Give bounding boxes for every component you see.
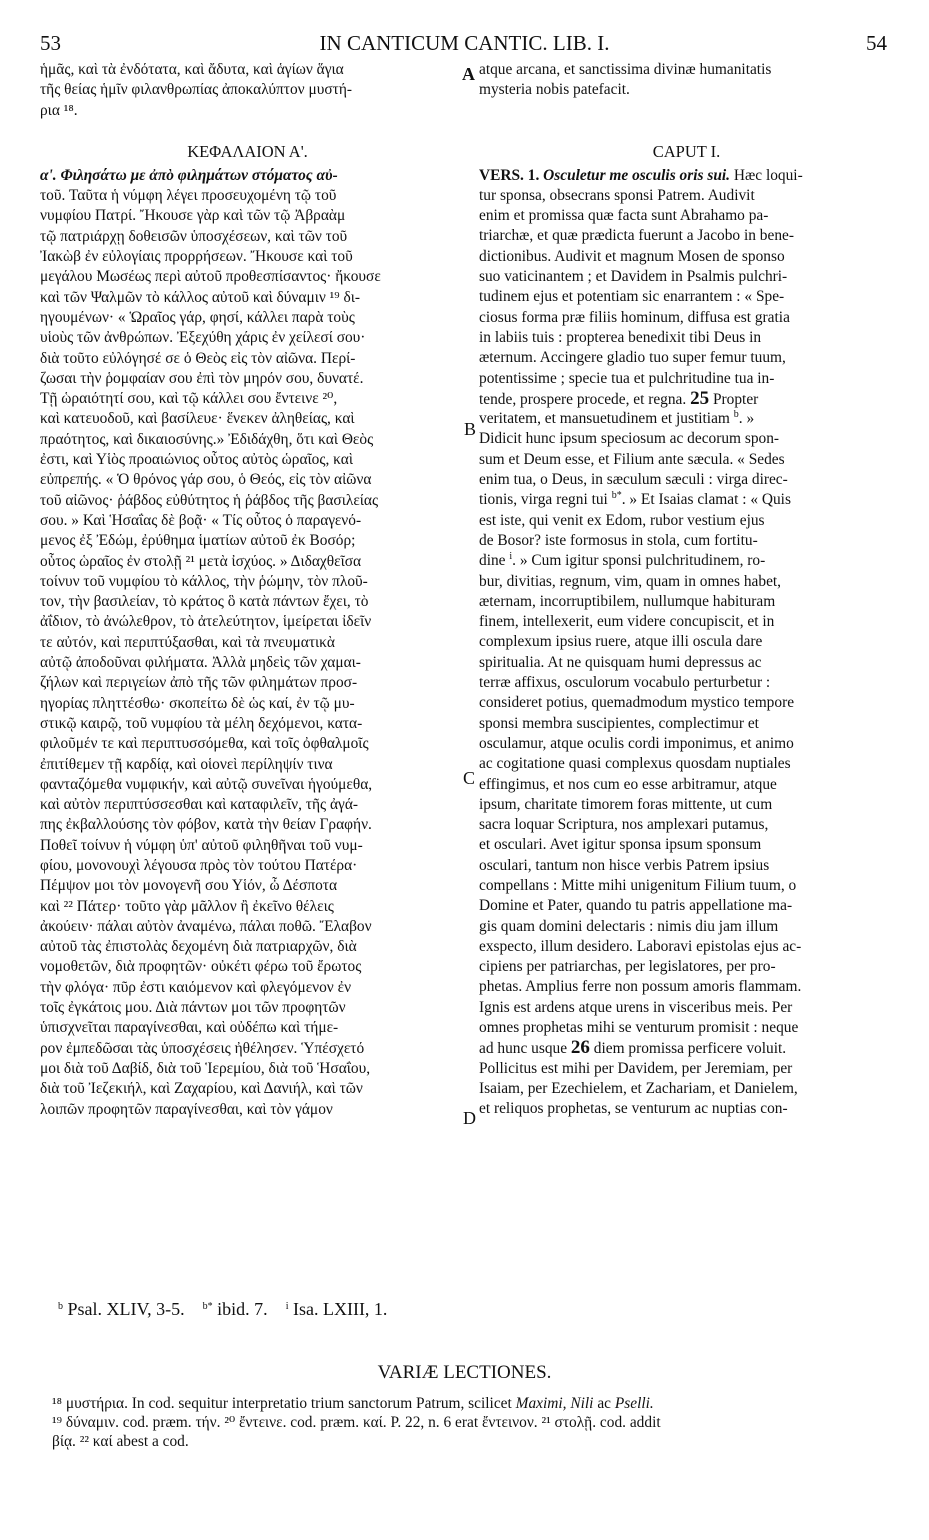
greek-line: τοῖς ἐγκάτοις μου. Διὰ πάντων μοι τῶν προφητῶν <box>40 999 346 1017</box>
latin-line-text: cipiens per patriarchas, per legislatores, per pro- <box>479 958 776 976</box>
latin-chapter-heading: CAPUT I. <box>652 141 721 161</box>
greek-line: τοῦ. Ταῦτα ἡ νύμφη λέγει προσευχομένη τῷ τοῦ <box>40 187 337 205</box>
latin-line <box>479 267 894 287</box>
greek-line: ὑπισχνεῖται παραγίνεσθαι, καὶ οὐδέπω καὶ τήμε- <box>40 1019 339 1037</box>
latin-line <box>479 247 894 267</box>
greek-line: Ποθεῖ τοίνυν ἡ νύμφη ὑπ' αὐτοῦ φιληθῆναι τοῦ νυμ- <box>40 836 363 854</box>
latin-line-text: bur, divitias, regnum, vim, quam in omnes habet, <box>479 572 782 590</box>
greek-line: νυμφίου Πατρί. Ἤκουσε γὰρ καὶ τῶν τῷ Ἀβραὰμ <box>40 207 346 225</box>
variae-line: ¹⁸ μυστήρια. In cod. sequitur interpretatio trium sanctorum Patrum, scilicet Maximi, Nili ac Pselli. <box>52 1395 654 1412</box>
greek-line: εὐπρεπής. « Ὁ θρόνος γάρ σου, ὁ Θεός, εἰς τὸν αἰῶνα <box>40 471 372 489</box>
greek-line: υἱοὺς τῶν ἀνθρώπων. Ἐξεχύθη χάρις ἐν χείλεσί σου· <box>40 329 366 347</box>
latin-line-text: finem, intellexerit, eum videre concupiscit, et in <box>479 613 775 631</box>
latin-line-text: et reliquos prophetas, se venturum ac nuptias con- <box>479 1100 788 1118</box>
latin-line <box>479 592 894 612</box>
latin-line-text: tudinem ejus et potentiam sic enarrantem : « Spe- <box>479 288 785 306</box>
greek-line: καὶ τῶν Ψαλμῶν τὸ κάλλος αὐτοῦ καὶ δύναμιν ¹⁹ δι- <box>40 288 360 306</box>
latin-line-text: diem promissa perficere voluit. <box>593 1040 787 1058</box>
greek-line: σου. » Καὶ Ἡσαΐας δὲ βοᾷ· « Τίς οὗτος ὁ παραγενό- <box>40 511 362 529</box>
latin-line-text: sponsi membra suscipientes, complectimur et <box>479 714 759 732</box>
latin-line <box>479 957 894 977</box>
greek-line: φίου, μονονουχὶ λέγουσα πρὸς τὸν τούτου Πατέρα· <box>40 856 358 874</box>
greek-line: αὐτοῦ τὰς ἐπιστολὰς δεχομένη διὰ πατριαρχῶν, διὰ <box>40 938 357 956</box>
greek-line: Πέμψον μοι τὸν μονογενῆ σου Υἱόν, ὦ Δέσποτα <box>40 877 338 895</box>
latin-intro <box>479 60 894 101</box>
greek-line: καὶ ²² Πάτερ· τοῦτο γὰρ μᾶλλον ἢ ἐκεῖνο θέλεις <box>40 897 334 915</box>
variae-line: βίᾳ. ²² καί abest a cod. <box>52 1432 189 1450</box>
latin-line-text: ac cogitatione quasi complexus quosdam nuptiales <box>479 755 791 773</box>
running-title: IN CANTICUM CANTIC. LIB. I. <box>319 31 610 55</box>
latin-line <box>479 754 894 774</box>
latin-line <box>479 186 894 206</box>
latin-line-text: phetas. Amplius ferre non possum amoris flammam. <box>479 978 802 996</box>
latin-line <box>479 511 894 531</box>
latin-line-text: spiritualia. At ne quisquam humi depressus ac <box>479 653 762 671</box>
greek-line: ἀκούειν· πάλαι αὐτὸν ἀναμένω, πάλαι ποθῶ. Ἔλαβον <box>40 917 372 935</box>
greek-line: ηγουμένων· « Ὡραῖος γάρ, φησί, κάλλει παρὰ τοὺς <box>40 308 355 326</box>
greek-line: ἐπιτίθεμεν τῇ καρδίᾳ, καὶ οἱονεὶ περίληψίν τινα <box>40 755 333 773</box>
greek-line: ἀΐδιον, τὸ ἀνώλεθρον, τὸ ἀτελεύτητον, ἱμείρεται ἰδεῖν <box>40 613 372 631</box>
latin-line <box>479 998 894 1018</box>
latin-line <box>479 308 894 328</box>
latin-line <box>479 775 894 795</box>
latin-line-text: enim et promissa quæ facta sunt Abrahamo pa- <box>479 207 769 225</box>
greek-intro <box>40 60 455 121</box>
greek-line: ζωσαι τὴν ῥομφαίαν σου ἐπὶ τὸν μηρόν σου, δυνατέ. <box>40 369 364 387</box>
latin-line <box>479 572 894 592</box>
margin-marker-a: A <box>462 64 475 84</box>
greek-line: ηγορίας πληττέσθω· σκοπείτω δὲ ὡς καί, ἐν τῷ μυ- <box>40 694 355 712</box>
latin-line-text: est iste, qui venit ex Edom, rubor vestium ejus <box>479 511 765 529</box>
variae-ac: ac <box>597 1395 611 1412</box>
latin-line-text: potentissime ; specie tua et pulchritudine tua in- <box>479 369 775 387</box>
latin-line-text: » <box>746 410 755 428</box>
greek-line: αὐτῷ ἀποδοῦναι φιλήματα. Ἀλλὰ μηδεὶς τῶν χαμαι- <box>40 654 361 672</box>
latin-line: veritatem, et mansuetudinem et justitiam $^b$. » <box>479 409 755 428</box>
vers-rest: Hæc loqui- <box>733 166 803 184</box>
footnote-ref: i <box>509 551 513 563</box>
variae-names: Maximi, Nili <box>515 1395 594 1412</box>
latin-line-text: compellans : Mitte mihi unigenitum Filium tuum, o <box>479 876 797 894</box>
latin-line-text: sacra loquar Scriptura, nos amplexari putamus, <box>479 816 769 834</box>
latin-line <box>479 470 894 490</box>
latin-line <box>479 1079 894 1099</box>
footnote-item: $^{b*}$ ibid. 7. <box>202 1299 268 1319</box>
greek-line: στικῷ καιρῷ, τοῦ νυμφίου τὰ μέλη δεχόμενοι, κατα- <box>40 714 363 732</box>
greek-line: ρον ἐμπεδῶσαι τὰς ὑποσχέσεις ἠθέλησεν. Ὑπέσχετό <box>40 1039 365 1057</box>
margin-marker-d: D <box>463 1108 476 1128</box>
latin-line <box>479 693 894 713</box>
latin-line-text: veritatem, et mansuetudinem et justitiam <box>479 410 730 428</box>
latin-vers-line <box>479 166 894 186</box>
greek-line: ἐστι, καὶ Υἱὸς προαιώνιος οὗτος αὐτὸς ὡραῖος, καὶ <box>40 451 353 469</box>
latin-line <box>479 328 894 348</box>
latin-line-text: Isaiam, per Ezechielem, et Zachariam, et Danielem, <box>479 1079 798 1097</box>
greek-verse-ref: α'. Φιλησάτω με ἀπὸ φιλημάτων στόματος αὐ- <box>40 166 338 184</box>
greek-line: διὰ τοῦ Ἰεζεκιήλ, καὶ Ζαχαρίου, καὶ Δανιήλ, καὶ τῶν <box>40 1080 363 1098</box>
greek-chapter-heading: ΚΕΦΑΛΑΙΟΝ Α'. <box>187 141 308 161</box>
latin-line <box>479 734 894 754</box>
latin-line <box>479 206 894 226</box>
latin-body <box>479 186 894 1120</box>
latin-line <box>479 917 894 937</box>
greek-line: τῆς θείας ἡμῖν φιλανθρωπίας ἀποκαλύπτον μυστή- <box>40 81 353 99</box>
latin-line-text: complexum ipsius ruere, atque illi oscula dare <box>479 633 763 651</box>
greek-line: πης ἐκβαλλούσης τὸν φόβον, κατὰ τὴν θείαν Γραφήν. <box>40 816 372 834</box>
column-number-25: 25 <box>690 387 710 409</box>
latin-line-text: consideret potius, quemadmodum mystico tempore <box>479 694 795 712</box>
greek-column <box>40 60 455 1120</box>
latin-line-text: sum et Deum esse, et Filium ante sæcula. « Sedes <box>479 450 785 468</box>
greek-line: ρια ¹⁸. <box>40 101 78 119</box>
greek-line: φιλοῦμέν τε καὶ περιπτυσσόμεθα, καὶ τοῖς ὀφθαλμοῖς <box>40 735 369 753</box>
latin-line <box>479 896 894 916</box>
latin-line-text: et osculari. Avet igitur sponsa ipsum sponsum <box>479 836 762 854</box>
latin-line-text: gis quam domini delectaris : nimis diu jam illum <box>479 917 779 935</box>
greek-line: φανταζόμεθα νυμφικήν, καὶ αὐτῷ συνεῖναι ἡγούμεθα, <box>40 775 373 793</box>
greek-line: καὶ κατευοδοῦ, καὶ βασίλευε· ἕνεκεν ἀληθείας, καὶ <box>40 410 355 428</box>
latin-line <box>479 632 894 652</box>
latin-line: mysteria nobis patefacit. <box>479 81 630 99</box>
greek-line: τε αὐτόν, καὶ περιπτύξασθαι, καὶ τὰ πνευματικὰ <box>40 633 335 651</box>
latin-line <box>479 1059 894 1079</box>
greek-line: Ἰακὼβ ἐν εὐλογίαις προρρήσεων. Ἤκουσε καὶ τοῦ <box>40 248 353 266</box>
latin-line-text: Ignis est ardens atque urens in visceribus meis. Per <box>479 998 793 1016</box>
latin-line-text: osculari, tantum non hisce verbis Patrem ipsius <box>479 856 770 874</box>
variae-last: Pselli. <box>614 1395 654 1412</box>
latin-line-text: de Bosor? iste formosus in stola, cum fortitu- <box>479 531 758 549</box>
latin-line-text: triarchæ, et quæ prædicta fuerunt a Jacobo in bene- <box>479 227 794 245</box>
column-number-26: 26 <box>570 1037 590 1059</box>
greek-line: τῷ πατριάρχῃ δοθεισῶν ὑποσχέσεων, καὶ τῶν τοῦ <box>40 227 348 245</box>
latin-line-text: omnes prophetas mihi se venturum promisit : neque <box>479 1019 799 1037</box>
greek-line: ζήλων καὶ περιγείων ἀπὸ τῆς τῶν φιλημάτων προσ- <box>40 674 358 692</box>
greek-body <box>40 186 455 1120</box>
footnote-item: $^i$ Isa. LXIII, 1. <box>285 1299 388 1319</box>
latin-line-text: tionis, virga regni tui <box>479 491 608 509</box>
variae-body <box>52 1395 912 1451</box>
latin-line <box>479 369 894 389</box>
latin-line <box>479 450 894 470</box>
margin-marker-c: C <box>463 768 476 788</box>
latin-line-text: osculamur, atque oculis cordi imponimus, et animo <box>479 734 794 752</box>
greek-line: τον, τὴν βασιλείαν, τὸ κράτος ὃ κατὰ πάντων ἔχει, τὸ <box>40 593 369 611</box>
latin-line <box>479 977 894 997</box>
greek-line: Τῇ ὡραιότητί σου, καὶ τῷ κάλλει σου ἔντεινε ²⁰, <box>40 390 338 408</box>
greek-line: τοῦ αἰῶνος· ῥάβδος εὐθύτητος ἡ ῥάβδος τῆς βασιλείας <box>40 491 379 509</box>
latin-line <box>479 1099 894 1119</box>
latin-line <box>479 389 894 409</box>
latin-line-text: effingimus, et nos cum eo esse arbitramur, atque <box>479 775 777 793</box>
latin-line-text: . » Et Isaias clamat : « Quis <box>621 491 791 509</box>
latin-line <box>479 835 894 855</box>
greek-line: μενος ἐξ Ἐδώμ, ἐρύθημα ἱματίων αὐτοῦ ἐκ Βοσόρ; <box>40 532 356 550</box>
margin-marker-b: B <box>464 419 477 439</box>
latin-line-text: Pollicitus est mihi per Davidem, per Jeremiam, per <box>479 1059 793 1077</box>
greek-line: διὰ τοῦτο εὐλόγησέ σε ὁ Θεὸς εἰς τὸν αἰῶνα. Περί- <box>40 349 356 367</box>
latin-line-text: tende, prospere procede, et regna. <box>479 390 687 408</box>
latin-line <box>479 531 894 551</box>
vers-label: VERS. 1. <box>479 166 540 184</box>
greek-line: νομοθετῶν, διὰ προφητῶν· οὐκέτι φέρω τοῦ ἔρωτος <box>40 958 362 976</box>
latin-line-text: terræ affixus, osculorum vocabulo perturbetur : <box>479 674 771 692</box>
latin-line-text: . » Cum igitur sponsi pulchritudinem, ro- <box>512 552 766 570</box>
greek-line: ἡμᾶς, καὶ τὰ ἐνδότατα, καὶ ἄδυτα, καὶ ἁγίων ἅγια <box>40 61 344 78</box>
variae-line: ¹⁹ δύναμιν. cod. præm. τήν. ²⁰ ἔντεινε. cod. præm. καί. P. 22, n. 6 erat ἔντεινον. ²¹ στολῇ. cod. addit <box>52 1413 661 1431</box>
footnote-ref: b <box>733 409 739 421</box>
latin-line-text: dictionibus. Audivit et magnum Mosen de sponso <box>479 247 785 265</box>
latin-line <box>479 429 894 449</box>
latin-line <box>479 673 894 693</box>
greek-line: οὗτος ὡραῖος ἐν στολῇ ²¹ μετὰ ἰσχύος. » Διδαχθεῖσα <box>40 552 362 570</box>
latin-line <box>479 612 894 632</box>
latin-line-text: exspecto, illum desidero. Laboravi epistolas ejus ac- <box>479 937 802 955</box>
latin-line <box>479 815 894 835</box>
greek-line: μοι διὰ τοῦ Δαβίδ, διὰ τοῦ Ἱερεμίου, διὰ τοῦ Ἡσαΐου, <box>40 1059 371 1077</box>
latin-line <box>479 653 894 673</box>
latin-line-text: Didicit hunc ipsum speciosum ac decorum spon- <box>479 430 780 448</box>
greek-line: τὴν φλόγα· πῦρ ἐστι καιόμενον καὶ φλεγόμενον ἐν <box>40 978 352 996</box>
latin-line-text: ipsum, charitate timorem foras mittente, ut cum <box>479 795 773 813</box>
latin-line-text: Domine et Pater, quando tu patris appellatione ma- <box>479 897 793 915</box>
latin-line <box>479 856 894 876</box>
latin-line <box>479 795 894 815</box>
latin-line-text: ad hunc usque <box>479 1040 568 1058</box>
latin-line <box>479 551 894 571</box>
footnote-item: $^b$ Psal. XLIV, 3-5. <box>58 1299 185 1319</box>
latin-line <box>479 287 894 307</box>
latin-line-text: enim tua, o Deus, in sæculum sæculi : virga direc- <box>479 471 788 489</box>
latin-line-text: æternum. Accingere gladio tuo super femur tuum, <box>479 349 786 367</box>
greek-line: τοίνυν τοῦ νυμφίου τὸ κάλλος, τὴν ῥώμην, τὸν πλοῦ- <box>40 572 368 590</box>
greek-line: μεγάλου Μωσέως περὶ αὐτοῦ προθεσπίσαντος· ἤκουσε <box>40 268 381 286</box>
latin-line-text: in labiis tuis : propterea benedixit tibi Deus in <box>479 328 762 346</box>
page-number-right: 54 <box>866 31 887 55</box>
vers-quote: Osculetur me osculis oris sui. <box>543 166 731 184</box>
latin-line: atque arcana, et sanctissima divinæ humanitatis <box>479 61 772 78</box>
latin-line <box>479 1038 894 1058</box>
greek-line: πραότητος, καὶ δικαιοσύνης.» Ἐδιδάχθη, ὅτι καὶ Θεὸς <box>40 430 374 448</box>
page-number-left: 53 <box>40 31 61 55</box>
latin-column <box>479 60 894 1120</box>
latin-line-text: tur sponsa, obsecrans sponsi Patrem. Audivit <box>479 186 755 204</box>
latin-line <box>479 226 894 246</box>
latin-line <box>479 348 894 368</box>
greek-line: καὶ αὐτὸν περιπτύσσεσθαι καὶ καταφιλεῖν, τῆς ἀγά- <box>40 796 359 814</box>
latin-line-text: æternam, incorruptibilem, nullumque habituram <box>479 592 776 610</box>
latin-line <box>479 490 894 510</box>
latin-line <box>479 1018 894 1038</box>
latin-line <box>479 876 894 896</box>
variae-title: VARIÆ LECTIONES. <box>377 1362 552 1383</box>
greek-line: λοιπῶν προφητῶν παραγίνεσθαι, καὶ τὸν γάμον <box>40 1100 333 1118</box>
latin-line-text: suo vaticinantem ; et Davidem in Psalmis pulchri- <box>479 268 788 286</box>
footnotes <box>58 1299 387 1320</box>
footnote-ref: b* <box>611 490 622 502</box>
latin-line <box>479 937 894 957</box>
latin-line-text: Propter <box>712 390 759 408</box>
latin-line-text: ciosus forma præ filiis hominum, diffusa est gratia <box>479 308 790 326</box>
latin-line <box>479 714 894 734</box>
latin-line-text: dine <box>479 552 506 570</box>
